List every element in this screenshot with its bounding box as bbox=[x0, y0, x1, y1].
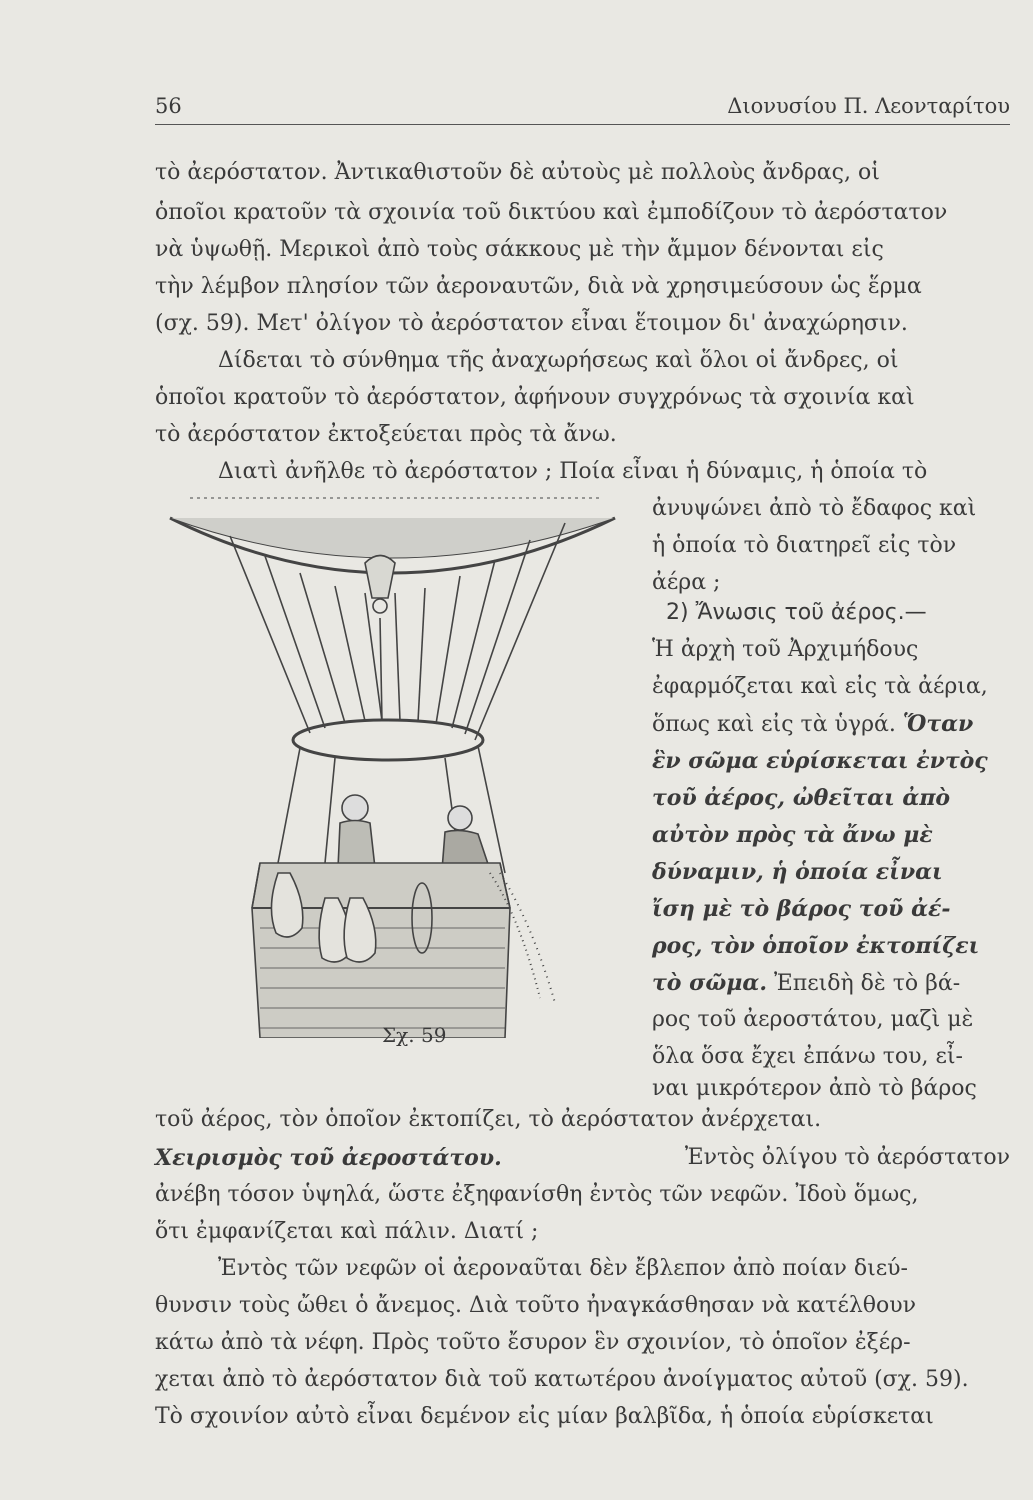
text-line: ἀνέβη τόσον ὑψηλά, ὥστε ἐξηφανίσθη ἐντὸς τῶν νεφῶν. Ἰδοὺ ὅμως, bbox=[155, 1182, 919, 1207]
text-line: ὁποῖοι κρατοῦν τὰ σχοινία τοῦ δικτύου καὶ ἐμποδίζουν τὸ ἀερόστατον bbox=[155, 200, 948, 225]
principle-text-line: ἴση μὲ τὸ βάρος τοῦ ἀέ- bbox=[652, 896, 951, 922]
principle-text-line: ρος, τὸν ὁποῖον ἐκτοπίζει bbox=[652, 933, 980, 959]
text-line: Διατὶ ἀνῆλθε τὸ ἀερόστατον ; Ποία εἶναι ἡ δύναμις, ἡ ὁποία τὸ bbox=[218, 459, 928, 484]
page-header bbox=[155, 92, 1010, 125]
text-line: ὅλα ὅσα ἔχει ἐπάνω του, εἶ- bbox=[652, 1044, 963, 1069]
text-line: Ἐντὸς τῶν νεφῶν οἱ ἀεροναῦται δὲν ἔβλεπον ἀπὸ ποίαν διεύ- bbox=[218, 1256, 908, 1281]
text-line: νὰ ὑψωθῇ. Μερικοὶ ἀπὸ τοὺς σάκκους μὲ τὴν ἄμμον δένονται εἰς bbox=[155, 237, 884, 262]
text-line: ὁποῖοι κρατοῦν τὸ ἀερόστατον, ἀφήνουν συγχρόνως τὰ σχοινία καὶ bbox=[155, 385, 915, 410]
text-line: χεται ἀπὸ τὸ ἀερόστατον διὰ τοῦ κατωτέρου ἀνοίγματος αὐτοῦ (σχ. 59). bbox=[155, 1367, 969, 1392]
text-line: (σχ. 59). Μετ' ὀλίγον τὸ ἀερόστατον εἶναι ἕτοιμον δι' ἀναχώρησιν. bbox=[155, 311, 908, 336]
text-line: Χειρισμὸς τοῦ ἀεροστάτου. Ἐντὸς ὀλίγου τὸ ἀερόστατον bbox=[155, 1145, 1010, 1171]
figure-caption: Σχ. 59 bbox=[382, 1023, 447, 1047]
principle-text-line: δύναμιν, ἡ ὁποία εἶναι bbox=[652, 859, 943, 885]
text-line: ὅπως καὶ εἰς τὰ ὑγρά. Ὅταν bbox=[652, 711, 974, 737]
text-line: τὸ ἀερόστατον ἐκτοξεύεται πρὸς τὰ ἄνω. bbox=[155, 422, 617, 447]
text-line: τὴν λέμβον πλησίον τῶν ἀεροναυτῶν, διὰ νὰ χρησιμεύσουν ὡς ἕρμα bbox=[155, 274, 922, 299]
hot-air-balloon-drawing bbox=[160, 478, 630, 1038]
principle-text-line: τοῦ ἀέρος, ὠθεῖται ἀπὸ bbox=[652, 785, 951, 811]
text-line: ἀέρα ; bbox=[652, 570, 721, 595]
page-number: 56 bbox=[155, 94, 182, 118]
text-line: ἡ ὁποία τὸ διατηρεῖ εἰς τὸν bbox=[652, 533, 957, 558]
text-line: θυνσιν τοὺς ὤθει ὁ ἄνεμος. Διὰ τοῦτο ἠναγκάσθησαν νὰ κατέλθουν bbox=[155, 1293, 917, 1318]
text-line: Ἡ ἀρχὴ τοῦ Ἀρχιμήδους bbox=[652, 637, 919, 662]
text-line: Τὸ σχοινίον αὐτὸ εἶναι δεμένον εἰς μίαν βαλβῖδα, ἡ ὁποία εὑρίσκεται bbox=[155, 1404, 934, 1429]
text-line: Δίδεται τὸ σύνθημα τῆς ἀναχωρήσεως καὶ ὅλοι οἱ ἄνδρες, οἱ bbox=[218, 348, 899, 373]
text-line: ὅτι ἐμφανίζεται καὶ πάλιν. Διατί ; bbox=[155, 1219, 539, 1244]
text-line: τὸ σῶμα. Ἐπειδὴ δὲ τὸ βά- bbox=[652, 970, 961, 996]
running-head-author: Διονυσίου Π. Λεονταρίτου bbox=[727, 94, 1010, 118]
section-heading-balloon-handling: Χειρισμὸς τοῦ ἀεροστάτου. bbox=[155, 1145, 502, 1171]
bold-italic-text: τὸ σῶμα. bbox=[652, 970, 767, 996]
text-line: ἐφαρμόζεται καὶ εἰς τὰ ἀέρια, bbox=[652, 674, 988, 699]
principle-text-line: ἓν σῶμα εὑρίσκεται ἐντὸς bbox=[652, 748, 988, 774]
balloon-illustration bbox=[160, 478, 630, 1068]
text-line: κάτω ἀπὸ τὰ νέφη. Πρὸς τοῦτο ἔσυρον ἓν σχοινίον, τὸ ὁποῖον ἐξέρ- bbox=[155, 1330, 911, 1355]
text-line: τὸ ἀερόστατον. Ἀντικαθιστοῦν δὲ αὐτοὺς μὲ πολλοὺς ἄνδρας, οἱ bbox=[155, 160, 880, 185]
text-line: ναι μικρότερον ἀπὸ τὸ βάρος bbox=[652, 1076, 977, 1101]
text-line: τοῦ ἀέρος, τὸν ὁποῖον ἐκτοπίζει, τὸ ἀερόστατον ἀνέρχεται. bbox=[155, 1107, 822, 1132]
text-line: ἀνυψώνει ἀπὸ τὸ ἔδαφος καὶ bbox=[652, 496, 977, 521]
text-line: ρος τοῦ ἀεροστάτου, μαζὶ μὲ bbox=[652, 1007, 974, 1032]
principle-text-line: αὐτὸν πρὸς τὰ ἄνω μὲ bbox=[652, 822, 933, 848]
bold-italic-text: Ὅταν bbox=[902, 711, 974, 737]
section-heading-buoyancy: 2) Ἄνωσις τοῦ ἀέρος.— bbox=[666, 600, 927, 625]
